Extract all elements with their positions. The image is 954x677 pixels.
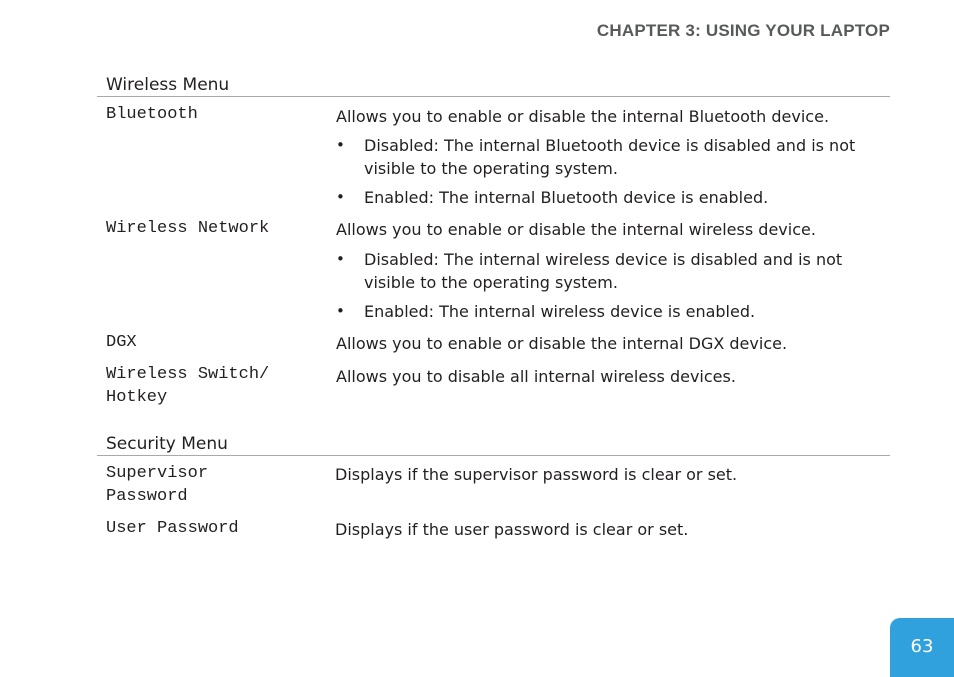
list-item [336,134,881,180]
bullet-text: Enabled: The internal Bluetooth device is enabled. [364,188,769,207]
list-item [336,300,881,323]
bullet-icon: • [336,302,345,320]
bullet-icon: • [336,188,345,206]
bullet-text: Disabled: The internal Bluetooth device is disabled and is not visible to the operating system. [364,136,856,178]
wireless-menu-section [97,74,890,419]
page-number-tab: 63 [890,618,954,677]
setting-term-wireless-network: Wireless Network [106,219,270,238]
wireless-menu-title: Wireless Menu [97,74,890,97]
setting-description: Allows you to enable or disable the internal Bluetooth device. [336,107,830,126]
list-item [336,186,881,209]
setting-term-user-password: User Password [106,519,239,538]
setting-description: Allows you to enable or disable the internal DGX device. [336,334,788,353]
setting-description: Displays if the user password is clear or set. [335,520,689,539]
setting-term-bluetooth: Bluetooth [106,105,198,124]
setting-term-supervisor-password: Supervisor Password [106,464,209,506]
security-menu-section [97,433,890,553]
list-item [336,248,881,294]
setting-term-dgx: DGX [106,333,137,352]
setting-description: Allows you to disable all internal wireless devices. [336,367,736,386]
setting-term-wireless-switch: Wireless Switch/ Hotkey [106,365,270,407]
chapter-heading: CHAPTER 3: USING YOUR LAPTOP [596,21,890,40]
security-menu-title: Security Menu [97,433,890,456]
bullet-text: Enabled: The internal wireless device is enabled. [364,302,756,321]
bullet-icon: • [336,250,345,268]
setting-description: Allows you to enable or disable the internal wireless device. [336,220,816,239]
setting-description: Displays if the supervisor password is clear or set. [335,465,738,484]
bullet-text: Disabled: The internal wireless device is disabled and is not visible to the operating system. [364,250,843,292]
bullet-icon: • [336,136,345,154]
